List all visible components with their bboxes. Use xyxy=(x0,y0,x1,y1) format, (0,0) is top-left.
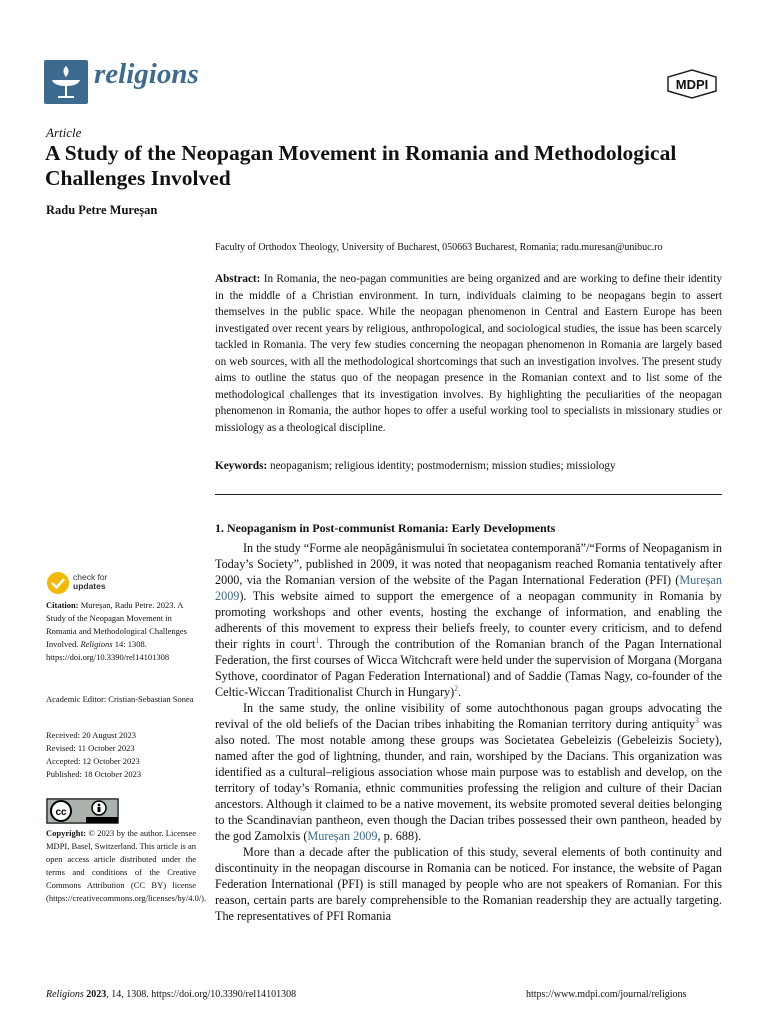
copyright-text: © 2023 by the author. Licensee MDPI, Basel, Switzerland. This article is an open access article distributed under the terms and conditions of the Creative Commons Attribution (CC BY) license (https://creativecommons.org/licenses/by/4.0/). xyxy=(46,828,207,903)
citation xyxy=(46,599,196,664)
article-type: Article xyxy=(46,125,82,140)
keywords-label: Keywords: xyxy=(215,460,268,472)
divider xyxy=(215,494,722,495)
section-heading: 1. Neopaganism in Post-communist Romania: Early Developments xyxy=(215,521,556,535)
citation-link[interactable]: Mureșan 2009 xyxy=(215,573,722,603)
citation-journal: Religions xyxy=(80,639,113,649)
text-run: In the same study, the online visibility of some autochthonous pagan groups advocating the revival of the old beliefs of the Dacian tribes inhabiting the Romanian territory during antiquity xyxy=(215,701,722,731)
journal-name: religions xyxy=(94,58,199,90)
copyright xyxy=(46,827,207,905)
text-run: . xyxy=(458,685,462,699)
citation-text: Mureșan, Radu Petre. 2023. A Study of the Neopagan Movement in Romania and Methodological Challenges Involved. xyxy=(46,600,187,649)
text-run: was also noted. The most notable among these groups was Societatea Gebeleizis (Gebeleizis Society), named after the god of lightning, thunder, and rain, worshiped by the Dacians. This organization was identified as a cultural–religious association whose main purpose was to establish and develop, on the territory of today’s Romania, ethnic communities professing the religion and culture of their Dacian ancestors. Although it claimed to be a native movement, its website promoted several deities belonging to the Scandinavian pantheon, even though the Dacian tribes possessed their own pantheon, headed by the god Zamolxis ( xyxy=(215,717,722,843)
footer-year: 2023 xyxy=(86,989,107,1000)
paragraph: More than a decade after the publication of this study, several elements of both continuity and discontinuity in the neopagan discourse in Romania can be noticed. For instance, the website of Pagan Federation International (PFI) is still managed by people who are not speakers of Romanian. For this reason, certain parts are barely comprehensible to the Romanian readership they are actually targeting. The representatives of PFI Romania xyxy=(215,845,722,923)
check-for-updates-button[interactable] xyxy=(46,571,196,595)
check-for-updates-icon xyxy=(46,571,70,595)
received-date: Received: 20 August 2023 xyxy=(46,730,136,740)
body-text xyxy=(215,540,722,924)
religions-logo-icon xyxy=(44,60,88,104)
text-run: ). This website aimed to support the emergence of a neopagan community in Romania by promoting workshops and other events, hosting the exchange of information, and enabling the adherents of this movement to express their beliefs freely, to counter every criticism, and to defend their rights in court xyxy=(215,589,722,651)
citation-link[interactable]: Mureșan 2009 xyxy=(307,829,378,843)
footer-citation xyxy=(46,989,296,1000)
svg-text:cc: cc xyxy=(55,807,67,818)
text-run: In the study “Forme ale neopăgânismului în societatea contemporană”/“Forms of Neopaganism in Today’s Society”, published in 2009, it was noted that neopaganism reached Romania tentatively after 2000, via the Romanian version of the website of the Pagan International Federation (PFI) ( xyxy=(215,541,722,587)
mdpi-text: MDPI xyxy=(675,77,709,92)
published-date: Published: 18 October 2023 xyxy=(46,769,142,779)
check-line2: updates xyxy=(73,581,106,591)
text-run: . Through the contribution of the Romanian branch of the Pagan International Federation, the first courses of Wicca Witchcraft were held under the supervision of Morgana (Morgana Sythove, coordinator of Pagan Federation International) and of Saddie (Tamas Nagy, co-founder of the Celtic-Wiccan Traditionalist Church in Hungary) xyxy=(215,637,722,699)
revised-date: Revised: 11 October 2023 xyxy=(46,743,135,753)
footnote-link[interactable]: 2 xyxy=(454,683,459,693)
accepted-date: Accepted: 12 October 2023 xyxy=(46,756,140,766)
check-line1: check for xyxy=(73,572,108,582)
footnote-link[interactable]: 3 xyxy=(694,715,699,725)
mdpi-logo-icon xyxy=(666,69,718,99)
paragraph xyxy=(215,700,722,844)
paragraph xyxy=(215,540,722,700)
text-run: , p. 688). xyxy=(377,829,422,843)
footnote-link[interactable]: 1 xyxy=(315,635,320,645)
citation-rest: 14: 1308. https://doi.org/10.3390/rel14101308 xyxy=(46,639,170,662)
dates xyxy=(46,729,196,781)
footer-url[interactable]: https://www.mdpi.com/journal/religions xyxy=(526,989,687,1000)
abstract-label: Abstract: xyxy=(215,273,261,285)
copyright-label: Copyright: xyxy=(46,828,87,838)
keywords xyxy=(215,460,722,472)
cc-by-license-icon[interactable] xyxy=(46,798,119,824)
academic-editor: Academic Editor: Cristian-Sebastian Sonea xyxy=(46,694,194,704)
citation-label: Citation: xyxy=(46,600,79,610)
abstract xyxy=(215,271,722,436)
footer-rest: , 14, 1308. https://doi.org/10.3390/rel14101308 xyxy=(106,989,297,1000)
abstract-text: In Romania, the neo-pagan communities are being organized and are working to define their identity in the middle of a Christian environment. In turn, individuals claiming to be neopagans begin to assert themselves in the public space. While the neopagan phenomenon in Central and Eastern Europe has been investigated over recent years by religious, anthropological, and sociological studies, the issue has been scarcely tackled in Romania. The very few studies concerning the neopagan phenomenon in Romania are largely based on web sources, with all the methodological shortcomings that such an investigation involves. The present study aims to outline the status quo of the neopagan presence in the Romanian context and to list some of the methodological challenges that its investigation involves. By highlighting the peculiarities of the neopagan phenomenon in Romania, the author hopes to offer a useful working tool to specialists in missionary studies or missiology as a theological discipline. xyxy=(215,273,722,434)
keywords-text: neopaganism; religious identity; postmodernism; mission studies; missiology xyxy=(270,460,616,472)
author: Radu Petre Mureșan xyxy=(46,203,158,217)
footer-journal: Religions xyxy=(46,989,84,1000)
page-title: A Study of the Neopagan Movement in Romania and Methodological Challenges Involved xyxy=(45,141,677,190)
affiliation: Faculty of Orthodox Theology, University of Bucharest, 050663 Bucharest, Romania; radu.muresan@unibuc.ro xyxy=(215,242,663,253)
